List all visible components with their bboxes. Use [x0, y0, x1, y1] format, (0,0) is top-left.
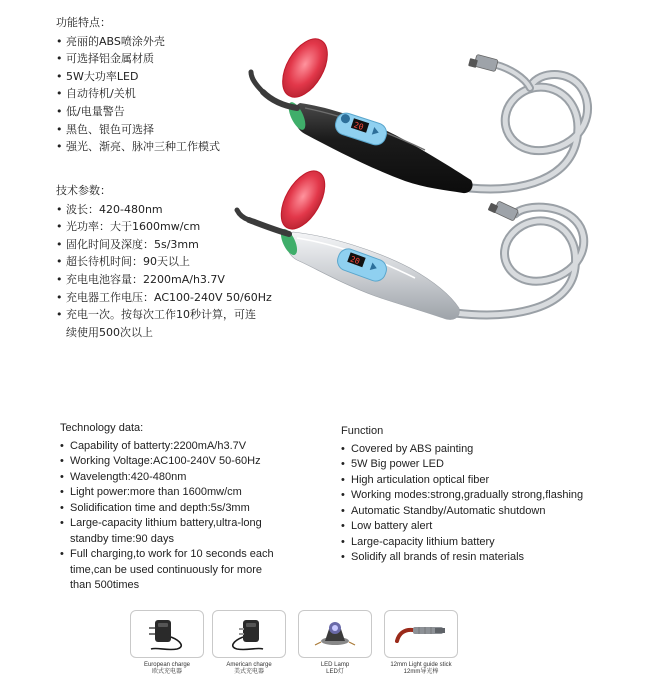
en-function-item — [341, 550, 583, 566]
en-tech-text: Full charging,to work for 10 seconds each — [70, 548, 274, 560]
en-function-item — [341, 535, 583, 551]
en-function-text: Automatic Standby/Automatic shutdown — [351, 504, 546, 517]
bullet: • — [56, 34, 63, 48]
silver-unit-connector — [488, 201, 519, 221]
en-function-text: Working modes:strong,gradually strong,flashing — [351, 489, 584, 501]
en-function-text: Covered by ABS painting — [351, 442, 474, 455]
en-function-text: Low battery alert — [351, 520, 433, 532]
accessory-caption-en: 12mm Light guide stick — [390, 662, 452, 668]
en-function-text: High articulation optical fiber — [351, 473, 490, 486]
bullet: • — [60, 486, 64, 498]
bullet: • — [56, 255, 63, 269]
en-tech-item — [60, 501, 274, 517]
cn-spec-text: 充电一次。按每次工作10秒计算，可连 — [66, 308, 256, 322]
cn-feature-item — [56, 50, 220, 68]
accessory-caption-light-guide — [384, 662, 458, 676]
bullet: • — [341, 458, 345, 470]
bullet: • — [341, 504, 345, 517]
en-function-text: Large-capacity lithium battery — [351, 535, 495, 548]
cn-feature-item — [56, 33, 220, 51]
accessory-card-light-guide — [384, 610, 458, 658]
silver-unit-cable — [455, 207, 584, 315]
cn-feature-text: 亮丽的ABS喷涂外壳 — [66, 34, 165, 48]
cn-feature-item — [56, 121, 220, 139]
accessory-caption-led — [298, 662, 372, 676]
bullet: • — [60, 455, 64, 467]
en-function-block — [341, 424, 583, 566]
en-tech-continuation: than 500times — [70, 579, 140, 591]
accessory-caption-us — [212, 662, 286, 676]
accessory-caption-en: LED Lamp — [320, 662, 350, 668]
bullet: • — [56, 272, 63, 286]
bullet: • — [341, 551, 345, 563]
cn-feature-text: 强光、渐亮、脉冲三种工作模式 — [66, 140, 220, 154]
en-function-item — [341, 504, 583, 520]
cn-feature-item — [56, 138, 220, 156]
cn-spec-text: 充电电池容量：2200mA/h3.7V — [66, 272, 225, 286]
accessory-caption-cn: 欧式充电器 — [151, 669, 182, 675]
cn-feature-text: 5W大功率LED — [66, 69, 139, 83]
en-tech-item — [60, 547, 274, 563]
cn-spec-text: 充电器工作电压：AC100-240V 50/60Hz — [66, 290, 272, 304]
bullet: • — [56, 122, 63, 136]
display-readout: 20 — [352, 120, 365, 132]
en-tech-item — [60, 470, 274, 486]
en-function-text: 5W Big power LED — [351, 458, 444, 470]
en-tech-text: Large-capacity lithium battery,ultra-long — [70, 517, 262, 529]
cn-feature-item — [56, 68, 220, 86]
cn-spec-text: 固化时间及深度：5s/3mm — [66, 237, 199, 251]
bullet: • — [56, 52, 63, 66]
black-unit-cable — [470, 64, 588, 189]
bullet: • — [60, 501, 64, 514]
bullet: • — [341, 520, 345, 532]
en-tech-text: Light power:more than 1600mw/cm — [70, 486, 242, 498]
en-function-item — [341, 488, 583, 504]
accessory-caption-en: European charge — [143, 662, 191, 668]
display-readout: 20 — [348, 254, 362, 267]
cn-feature-item — [56, 103, 220, 121]
cn-feature-text: 自动待机/关机 — [66, 87, 136, 101]
bullet: • — [56, 290, 63, 304]
en-function-item — [341, 457, 583, 473]
bullet: • — [56, 104, 63, 118]
bullet: • — [56, 308, 63, 322]
en-function-title: Function — [341, 425, 384, 437]
cn-feature-text: 黑色、银色可选择 — [66, 122, 154, 136]
product-illustration — [225, 28, 625, 348]
bullet: • — [56, 140, 63, 154]
accessory-caption-en: American charge — [226, 662, 272, 668]
cn-feature-item — [56, 85, 220, 103]
bullet: • — [341, 442, 345, 455]
black-curing-light — [251, 31, 473, 193]
accessory-caption-cn: 美式充电器 — [233, 669, 264, 675]
en-function-item — [341, 442, 583, 458]
cn-spec-text: 波长：420-480nm — [66, 202, 163, 216]
en-tech-title: Technology data: — [60, 422, 144, 434]
cn-feature-text: 可选择铝金属材质 — [66, 52, 154, 66]
en-tech-text: Working Voltage:AC100-240V 50-60Hz — [70, 455, 261, 467]
bullet: • — [341, 489, 345, 501]
en-tech-continuation: time,can be used continuously for more — [70, 563, 262, 576]
bullet: • — [56, 69, 63, 83]
en-tech-continuation: standby time:90 days — [70, 532, 174, 545]
bullet: • — [56, 220, 63, 234]
en-function-text: Solidify all brands of resin materials — [351, 551, 525, 563]
bullet: • — [56, 237, 63, 251]
en-tech-text: Solidification time and depth:5s/3mm — [70, 501, 250, 514]
accessory-caption-cn: 12mm导光棒 — [403, 669, 439, 675]
bullet: • — [60, 548, 64, 560]
bullet: • — [341, 535, 345, 548]
cn-spec-continuation: 续使用500次以上 — [66, 325, 153, 339]
en-tech-text: Capability of batterty:2200mA/h3.7V — [70, 439, 247, 452]
accessory-card-us-charger — [212, 610, 286, 658]
bullet: • — [60, 470, 64, 483]
bullet: • — [56, 87, 63, 101]
en-tech-text: Wavelength:420-480nm — [70, 470, 187, 483]
accessory-card-euro-charger — [130, 610, 204, 658]
bullet: • — [60, 517, 64, 529]
cn-spec-text: 超长待机时间：90天以上 — [66, 255, 190, 269]
en-tech-item — [60, 454, 274, 470]
cn-features-title: 功能特点： — [56, 16, 111, 29]
black-unit-connector — [468, 54, 498, 71]
euro-charger-icon — [131, 611, 203, 657]
accessory-caption-cn: LED灯 — [326, 669, 344, 675]
led-lamp-icon — [299, 611, 371, 657]
en-tech-item — [60, 439, 274, 455]
cn-feature-text: 低/电量警告 — [66, 104, 125, 118]
bullet: • — [56, 202, 63, 216]
en-function-item — [341, 519, 583, 535]
en-tech-item — [60, 516, 274, 532]
en-function-item — [341, 473, 583, 489]
us-charger-icon — [213, 611, 285, 657]
cn-spec-text: 光功率：大于1600mw/cm — [66, 220, 201, 234]
accessory-caption-euro — [130, 662, 204, 676]
cn-features-block — [56, 14, 220, 156]
light-guide-icon — [385, 611, 457, 657]
silver-curing-light — [237, 164, 459, 320]
bullet: • — [60, 439, 64, 452]
cn-specs-title: 技术参数： — [56, 184, 111, 197]
accessory-card-led-lamp — [298, 610, 372, 658]
bullet: • — [341, 473, 345, 486]
en-tech-block — [60, 421, 274, 594]
en-tech-item — [60, 485, 274, 501]
